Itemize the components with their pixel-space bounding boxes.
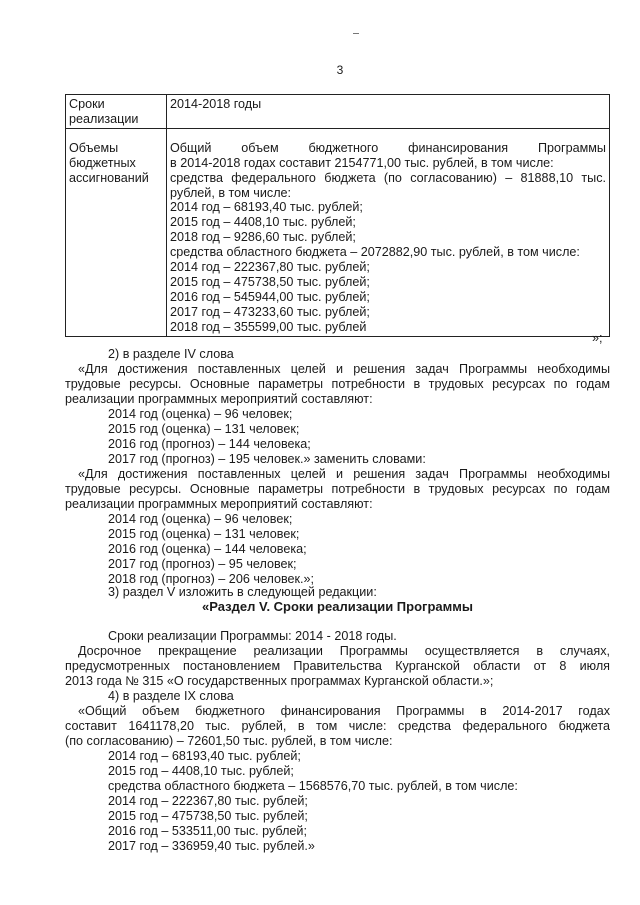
section-heading: «Раздел V. Сроки реализации Программы — [202, 599, 473, 614]
paragraph-line: 2015 год (оценка) – 131 человек; — [108, 422, 300, 436]
paragraph-line: 2016 год – 533511,00 тыс. рублей; — [108, 824, 307, 838]
paragraph-line: 2016 год (оценка) – 144 человека; — [108, 542, 307, 556]
paragraph-line: трудовые ресурсы. Основные параметры потребности в трудовых ресурсах по годам — [65, 482, 610, 496]
row-value: Общий объем бюджетного финансирования Программы в 2014-2018 годах составит 2154771,00 тыс. рублей, в том числе: средства федерального бюджета (по согласованию) – 81888,10 тыс. рублей, в том числе: 2014 год – 68193,40 тыс. рублей; 2015 год – 4408,10 тыс. рублей; 2018 год – 9286,60 тыс. рублей; средства областного бюджета – 2072882,90 тыс. рублей, в том числе: 2014 год – 222367,80 тыс. рублей; 2015 год – 475738,50 тыс. рублей; 2016 год – 545944,00 тыс. рублей; 2017 год – 473233,60 тыс. рублей; 2018 год – 355599,00 тыс. рублей — [167, 128, 610, 336]
paragraph-line: 2017 год (прогноз) – 195 человек.» заменить словами: — [108, 452, 426, 466]
paragraph-line: 2) в разделе IV слова — [108, 347, 234, 361]
row-key: Объемы бюджетных ассигнований — [66, 128, 167, 336]
paragraph-line: 2014 год – 68193,40 тыс. рублей; — [108, 749, 301, 763]
paragraph-line: 2015 год (оценка) – 131 человек; — [108, 527, 300, 541]
paragraph-line: Досрочное прекращение реализации Программы осуществляется в случаях, — [78, 644, 610, 658]
paragraph-line: предусмотренных постановлением Правительства Курганской области от 8 июля — [65, 659, 610, 673]
table-row — [66, 95, 610, 129]
row-key: Сроки реализации — [66, 95, 167, 129]
paragraph-line: 2015 год – 4408,10 тыс. рублей; — [108, 764, 294, 778]
closing-mark: »; — [592, 331, 603, 345]
paragraph-line: 2018 год (прогноз) – 206 человек.»; — [108, 572, 315, 586]
row-value: 2014-2018 годы — [167, 95, 610, 129]
paragraph-line: 2014 год (оценка) – 96 человек; — [108, 407, 293, 421]
paragraph-line: 2014 год – 222367,80 тыс. рублей; — [108, 794, 308, 808]
table-row — [66, 128, 610, 336]
paragraph-line: 2016 год (прогноз) – 144 человека; — [108, 437, 311, 451]
paragraph-line: «Общий объем бюджетного финансирования Программы в 2014-2017 годах — [78, 704, 610, 718]
paragraph-line: реализации программных мероприятий составляют: — [65, 497, 373, 511]
paragraph-line: средства областного бюджета – 1568576,70 тыс. рублей, в том числе: — [108, 779, 518, 793]
paragraph-line: 3) раздел V изложить в следующей редакции: — [108, 585, 377, 599]
paragraph-line: трудовые ресурсы. Основные параметры потребности в трудовых ресурсах по годам — [65, 377, 610, 391]
passport-table — [65, 94, 610, 337]
paragraph-line: 2014 год (оценка) – 96 человек; — [108, 512, 293, 526]
page-number: 3 — [336, 63, 344, 77]
paragraph-line: реализации программных мероприятий составляют: — [65, 392, 373, 406]
paragraph-line: (по согласованию) – 72601,50 тыс. рублей, в том числе: — [65, 734, 393, 748]
paragraph-line: «Для достижения поставленных целей и решения задач Программы необходимы — [78, 467, 610, 481]
paragraph-line: 2017 год – 336959,40 тыс. рублей.» — [108, 839, 315, 853]
top-mark — [353, 33, 359, 34]
paragraph-line: «Для достижения поставленных целей и решения задач Программы необходимы — [78, 362, 610, 376]
paragraph-line: 2013 года № 315 «О государственных программах Курганской области.»; — [65, 674, 494, 688]
paragraph-line: 4) в разделе IX слова — [108, 689, 234, 703]
paragraph-line: 2017 год (прогноз) – 95 человек; — [108, 557, 297, 571]
paragraph-line: 2015 год – 475738,50 тыс. рублей; — [108, 809, 308, 823]
paragraph-line: составит 1641178,20 тыс. рублей, в том числе: средства федерального бюджета — [65, 719, 610, 733]
paragraph-line: Сроки реализации Программы: 2014 - 2018 годы. — [108, 629, 397, 643]
